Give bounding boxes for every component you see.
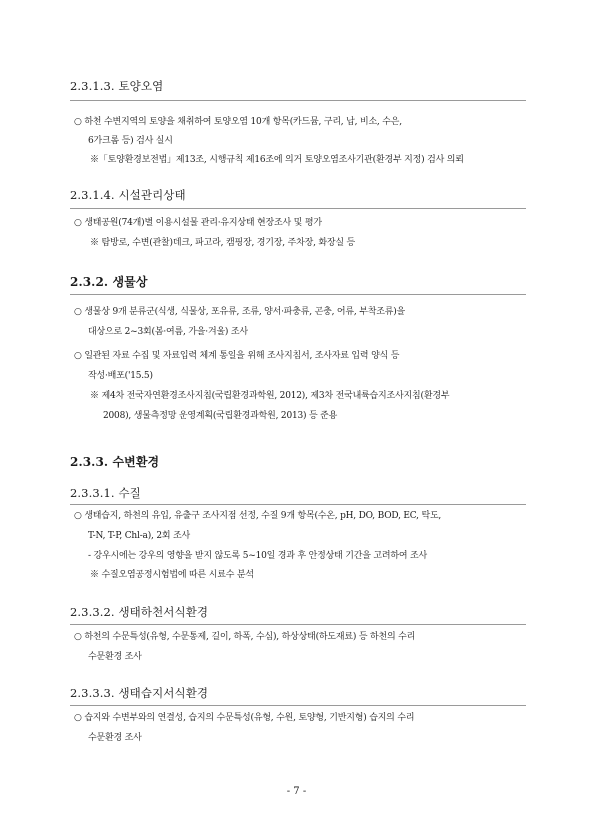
section-heading-stream-habitat: 2.3.3.2. 생태하천서식환경	[70, 605, 209, 619]
note-text: ※ 수질오염공정시험법에 따른 시료수 분석	[90, 570, 254, 580]
section-heading-facility-management: 2.3.1.4. 시설관리상태	[70, 188, 186, 202]
heading-divider	[70, 504, 526, 505]
bullet-text: ○ 하천의 수문특성(유형, 수문통제, 길이, 하폭, 수심), 하상상태(하도재료) 등 하천의 수리	[74, 632, 416, 642]
heading-divider	[70, 208, 526, 209]
bullet-text: ○ 습지와 수변부와의 연결성, 습지의 수문특성(유형, 수원, 토양형, 기반지형) 습지의 수리	[74, 713, 415, 723]
bullet-continuation: 대상으로 2~3회(봄·여름, 가을·겨울) 조사	[88, 327, 248, 337]
bullet-text: ○ 일관된 자료 수집 및 자료입력 체계 통일을 위해 조사지침서, 조사자료 입력 양식 등	[74, 351, 400, 361]
note-text: ※ 탐방로, 수변(관찰)데크, 파고라, 캠핑장, 경기장, 주차장, 화장실 등	[90, 238, 356, 248]
bullet-continuation: T-N, T-P, Chl-a), 2회 조사	[88, 531, 191, 541]
bullet-text: ○ 하천 수변지역의 토양을 채취하여 토양오염 10개 항목(카드뮴, 구리, 납, 비소, 수은,	[74, 117, 402, 127]
section-heading-wetland-habitat: 2.3.3.3. 생태습지서식환경	[70, 686, 209, 700]
heading-divider	[70, 100, 526, 101]
note-text: ※ 제4차 전국자연환경조사지침(국립환경과학원, 2012), 제3차 전국내륙습지조사지침(환경부	[90, 391, 450, 401]
section-heading-biota: 2.3.2. 생물상	[70, 275, 148, 289]
bullet-continuation: 작성·배포('15.5)	[88, 371, 153, 381]
bullet-continuation: 6가크롬 등) 검사 실시	[88, 136, 173, 146]
section-heading-riparian-environment: 2.3.3. 수변환경	[70, 455, 160, 469]
heading-divider	[70, 705, 526, 706]
note-continuation: 2008), 생물측정망 운영계획(국립환경과학원, 2013) 등 준용	[103, 411, 338, 421]
page-number: - 7 -	[286, 786, 307, 797]
dash-text: - 강우시에는 강우의 영향을 받지 않도록 5~10일 경과 후 안정상태 기간을 고려하여 조사	[88, 551, 427, 561]
section-heading-soil-pollution: 2.3.1.3. 토양오염	[70, 79, 164, 93]
heading-divider	[70, 294, 526, 295]
bullet-text: ○ 생물상 9개 분류군(식생, 식물상, 포유류, 조류, 양서·파충류, 곤충, 어류, 부착조류)을	[74, 307, 406, 317]
section-heading-water-quality: 2.3.3.1. 수질	[70, 486, 141, 500]
heading-divider	[70, 624, 526, 625]
bullet-continuation: 수문환경 조사	[88, 733, 142, 743]
bullet-text: ○ 생태공원(74개)별 이용시설물 관리·유지상태 현장조사 및 평가	[74, 218, 322, 228]
note-text: ※「토양환경보전법」제13조, 시행규칙 제16조에 의거 토양오염조사기관(환경부 지정) 검사 의뢰	[90, 155, 464, 165]
bullet-text: ○ 생태습지, 하천의 유입, 유출구 조사지점 선정, 수질 9개 항목(수온, pH, DO, BOD, EC, 탁도,	[74, 511, 442, 521]
bullet-continuation: 수문환경 조사	[88, 652, 142, 662]
